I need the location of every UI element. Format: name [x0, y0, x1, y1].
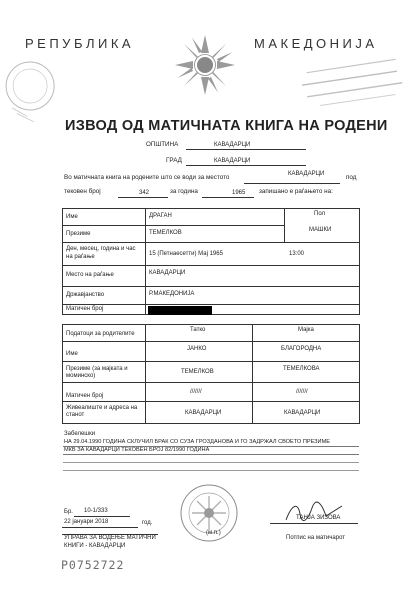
- serial-number: Р0752722: [61, 558, 125, 572]
- birth-time-value: 13:00: [289, 251, 305, 257]
- intro-line2-suffix: запишано е раѓањето на:: [259, 188, 333, 195]
- mother-address: КАВАДАРЦИ: [284, 410, 321, 416]
- entry-no-underline: [118, 197, 168, 198]
- intro-line1: Во матичната книга на родените што се води за местото: [64, 174, 230, 181]
- notes-label: Забелешки: [64, 431, 96, 437]
- pol-label: Пол: [314, 211, 326, 217]
- header-republic: РЕПУБЛИКА: [25, 36, 135, 51]
- prezime-label: Презиме: [66, 231, 91, 237]
- intro-place-underline: [244, 183, 340, 184]
- br-label: Бр.: [64, 509, 73, 515]
- br-value: 10-1/333: [84, 508, 108, 514]
- mother-surname: ТЕМЕЛКОВА: [283, 366, 320, 372]
- parent-address-label-1: Живеалиште и адреса на: [66, 405, 138, 411]
- embg-label: Матичен број: [66, 306, 104, 312]
- mp-label: (м.п.): [206, 530, 221, 536]
- parent-prezime-label-2: моминско): [66, 373, 96, 379]
- entry-no: 342: [139, 190, 150, 196]
- citizenship-value: Р.МАКЕДОНИЈА: [149, 291, 195, 297]
- notes-line1: НА 29.04.1990 ГОДИНА СКЛУЧИЛ БРАК СО СУЗА ГРОЗДАНОВА И ГО ЗАДРЖАЛ СВОЕТО ПРЕЗИМЕ: [64, 439, 330, 445]
- ime-label: Име: [66, 214, 78, 220]
- document-title: ИЗВОД ОД МАТИЧНАТА КНИГА НА РОДЕНИ: [65, 118, 388, 134]
- issue-date: 22 јануари 2018: [64, 519, 109, 525]
- parents-header-label: Податоци за родителите: [66, 331, 135, 337]
- mother-col-header: Мајка: [298, 327, 314, 333]
- signature-label: Потпис на матичарот: [286, 535, 346, 541]
- father-surname: ТЕМЕЛКОВ: [181, 369, 214, 375]
- office-line1: УПРАВА ЗА ВОДЕЊЕ МАТИЧНИ: [64, 535, 156, 541]
- signer-name: ТАНЈА ЗИЗОВА: [296, 515, 341, 521]
- birth-label-2: на раѓање: [66, 254, 95, 260]
- embg-redaction: [148, 306, 212, 315]
- parent-ime-label: Име: [66, 351, 78, 357]
- parent-prezime-label-1: Презиме (за мајката и: [66, 366, 128, 372]
- faded-stamp-left: [0, 43, 62, 126]
- pol-value: МАШКИ: [309, 227, 332, 233]
- header-macedonia: МАКЕДОНИЈА: [254, 36, 378, 51]
- entry-year: 1965: [232, 190, 246, 196]
- citizenship-label: Државјанство: [66, 292, 105, 298]
- opstina-value: КАВАДАРЦИ: [214, 142, 251, 148]
- faded-stamp-right: [296, 54, 408, 111]
- mother-name: БЛАГОРОДНА: [281, 346, 322, 352]
- year-underline: [202, 197, 254, 198]
- grad-underline: [186, 165, 306, 166]
- father-embg: ///////: [190, 389, 202, 395]
- birth-date-value: 15 (Петнаесетти) Мај 1965: [149, 251, 223, 257]
- mother-embg: ///////: [296, 389, 308, 395]
- prezime-value: ТЕМЕЛКОВ: [149, 230, 182, 236]
- grad-value: КАВАДАРЦИ: [214, 158, 251, 164]
- issue-date-god: год.: [142, 520, 153, 526]
- ime-value: ДРАГАН: [149, 213, 172, 219]
- father-address: КАВАДАРЦИ: [185, 410, 222, 416]
- opstina-underline: [186, 149, 306, 150]
- parent-embg-label: Матичен број: [66, 393, 104, 399]
- father-col-header: Татко: [190, 327, 206, 333]
- grad-label: ГРАД: [166, 157, 182, 164]
- parent-address-label-2: станот: [66, 412, 85, 418]
- opstina-label: ОПШТИНА: [146, 141, 179, 148]
- notes-line2: МКВ ЗА КАВАДАРЦИ ТЕКОВЕН БРОЈ 82/1990 ГОДИНА: [64, 447, 210, 453]
- father-name: ЈАНКО: [187, 346, 207, 352]
- office-line2: КНИГИ - КАВАДАРЦИ: [64, 543, 126, 549]
- intro-pod: под: [346, 174, 357, 181]
- place-of-birth-label: Место на раѓање: [66, 272, 114, 278]
- intro-tekoven-broj: тековен број: [64, 188, 101, 195]
- intro-place: КАВАДАРЦИ: [288, 171, 325, 177]
- sun-emblem-icon: [172, 32, 238, 98]
- place-of-birth-value: КАВАДАРЦИ: [149, 270, 186, 276]
- birth-label-1: Ден, месец, година и час: [66, 246, 136, 252]
- za-godina: за година: [170, 188, 198, 195]
